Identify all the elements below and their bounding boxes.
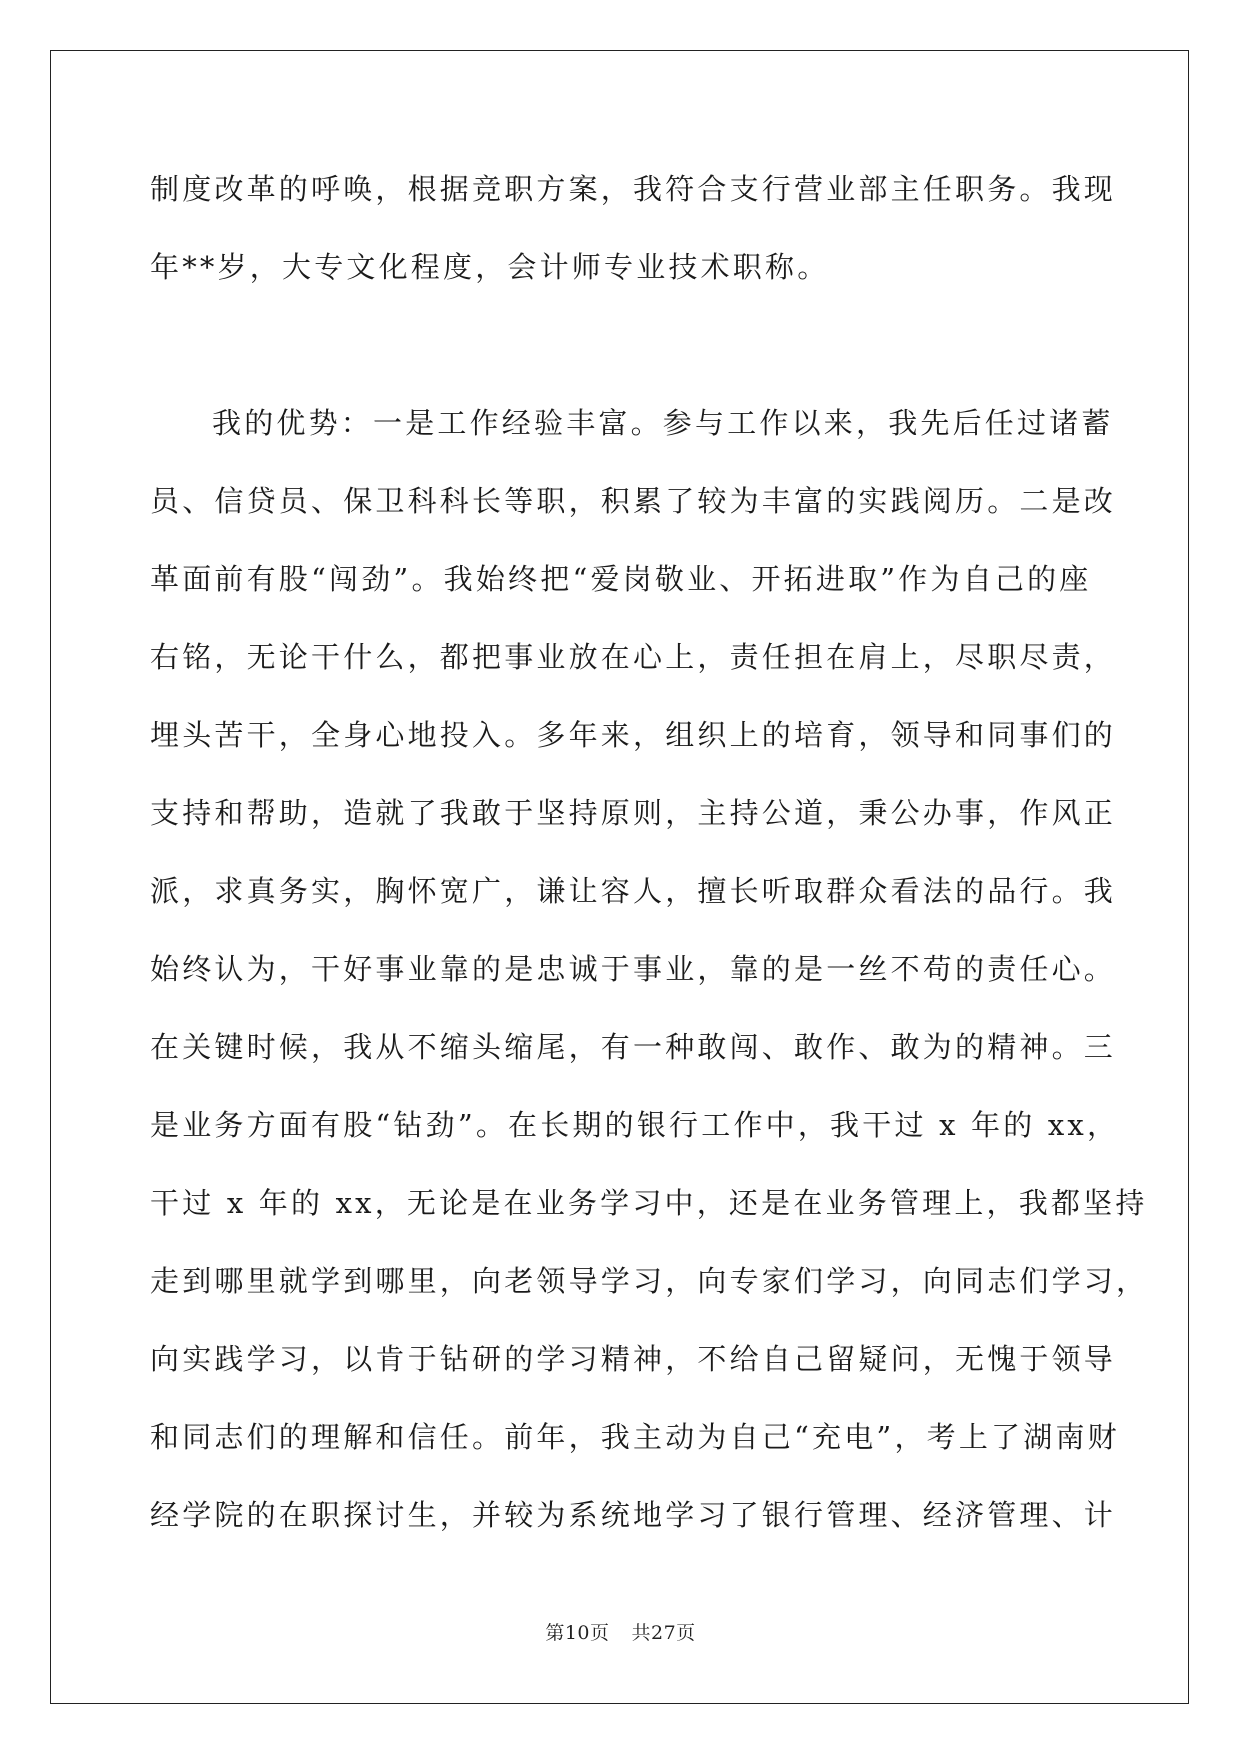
text-line: 干过 x 年的 xx，无论是在业务学习中，还是在业务管理上，我都坚持 [150, 1186, 1148, 1220]
text-line: 埋头苦干，全身心地投入。多年来，组织上的培育，领导和同事们的 [150, 718, 1117, 752]
text-line: 是业务方面有股“钻劲”。在长期的银行工作中，我干过 x 年的 xx， [150, 1108, 1120, 1142]
text-line: 经学院的在职探讨生，并较为系统地学习了银行管理、经济管理、计 [150, 1498, 1117, 1532]
text-line: 右铭，无论干什么，都把事业放在心上，责任担在肩上，尽职尽责， [150, 640, 1117, 674]
text-line: 年**岁，大专文化程度，会计师专业技术职称。 [150, 250, 830, 284]
text-line: 员、信贷员、保卫科科长等职，积累了较为丰富的实践阅历。二是改 [150, 484, 1117, 518]
text-line: 支持和帮助，造就了我敢于坚持原则，主持公道，秉公办事，作风正 [150, 796, 1117, 830]
text-line: 制度改革的呼唤，根据竞职方案，我符合支行营业部主任职务。我现 [150, 172, 1117, 206]
text-line: 始终认为，干好事业靠的是忠诚于事业，靠的是一丝不苟的责任心。 [150, 952, 1117, 986]
document-body [150, 150, 1149, 1554]
page-total: 共27页 [631, 1622, 696, 1644]
text-line: 派，求真务实，胸怀宽广，谦让容人，擅长听取群众看法的品行。我 [150, 874, 1117, 908]
page-number: 第10页 [545, 1622, 610, 1644]
blank-line [150, 306, 1090, 384]
text-line: 走到哪里就学到哪里，向老领导学习，向专家们学习，向同志们学习， [150, 1264, 1149, 1298]
paragraph-first-line: 我的优势：一是工作经验丰富。参与工作以来，我先后任过诸蓄 [212, 406, 1114, 440]
text-line: 革面前有股“闯劲”。我始终把“爱岗敬业、开拓进取”作为自己的座 [150, 562, 1092, 596]
text-line: 在关键时候，我从不缩头缩尾，有一种敢闯、敢作、敢为的精神。三 [150, 1030, 1117, 1064]
text-line: 向实践学习，以肯于钻研的学习精神，不给自己留疑问，无愧于领导 [150, 1342, 1117, 1376]
page-footer [0, 1618, 1241, 1645]
text-line: 和同志们的理解和信任。前年，我主动为自己“充电”，考上了湖南财 [150, 1420, 1120, 1454]
